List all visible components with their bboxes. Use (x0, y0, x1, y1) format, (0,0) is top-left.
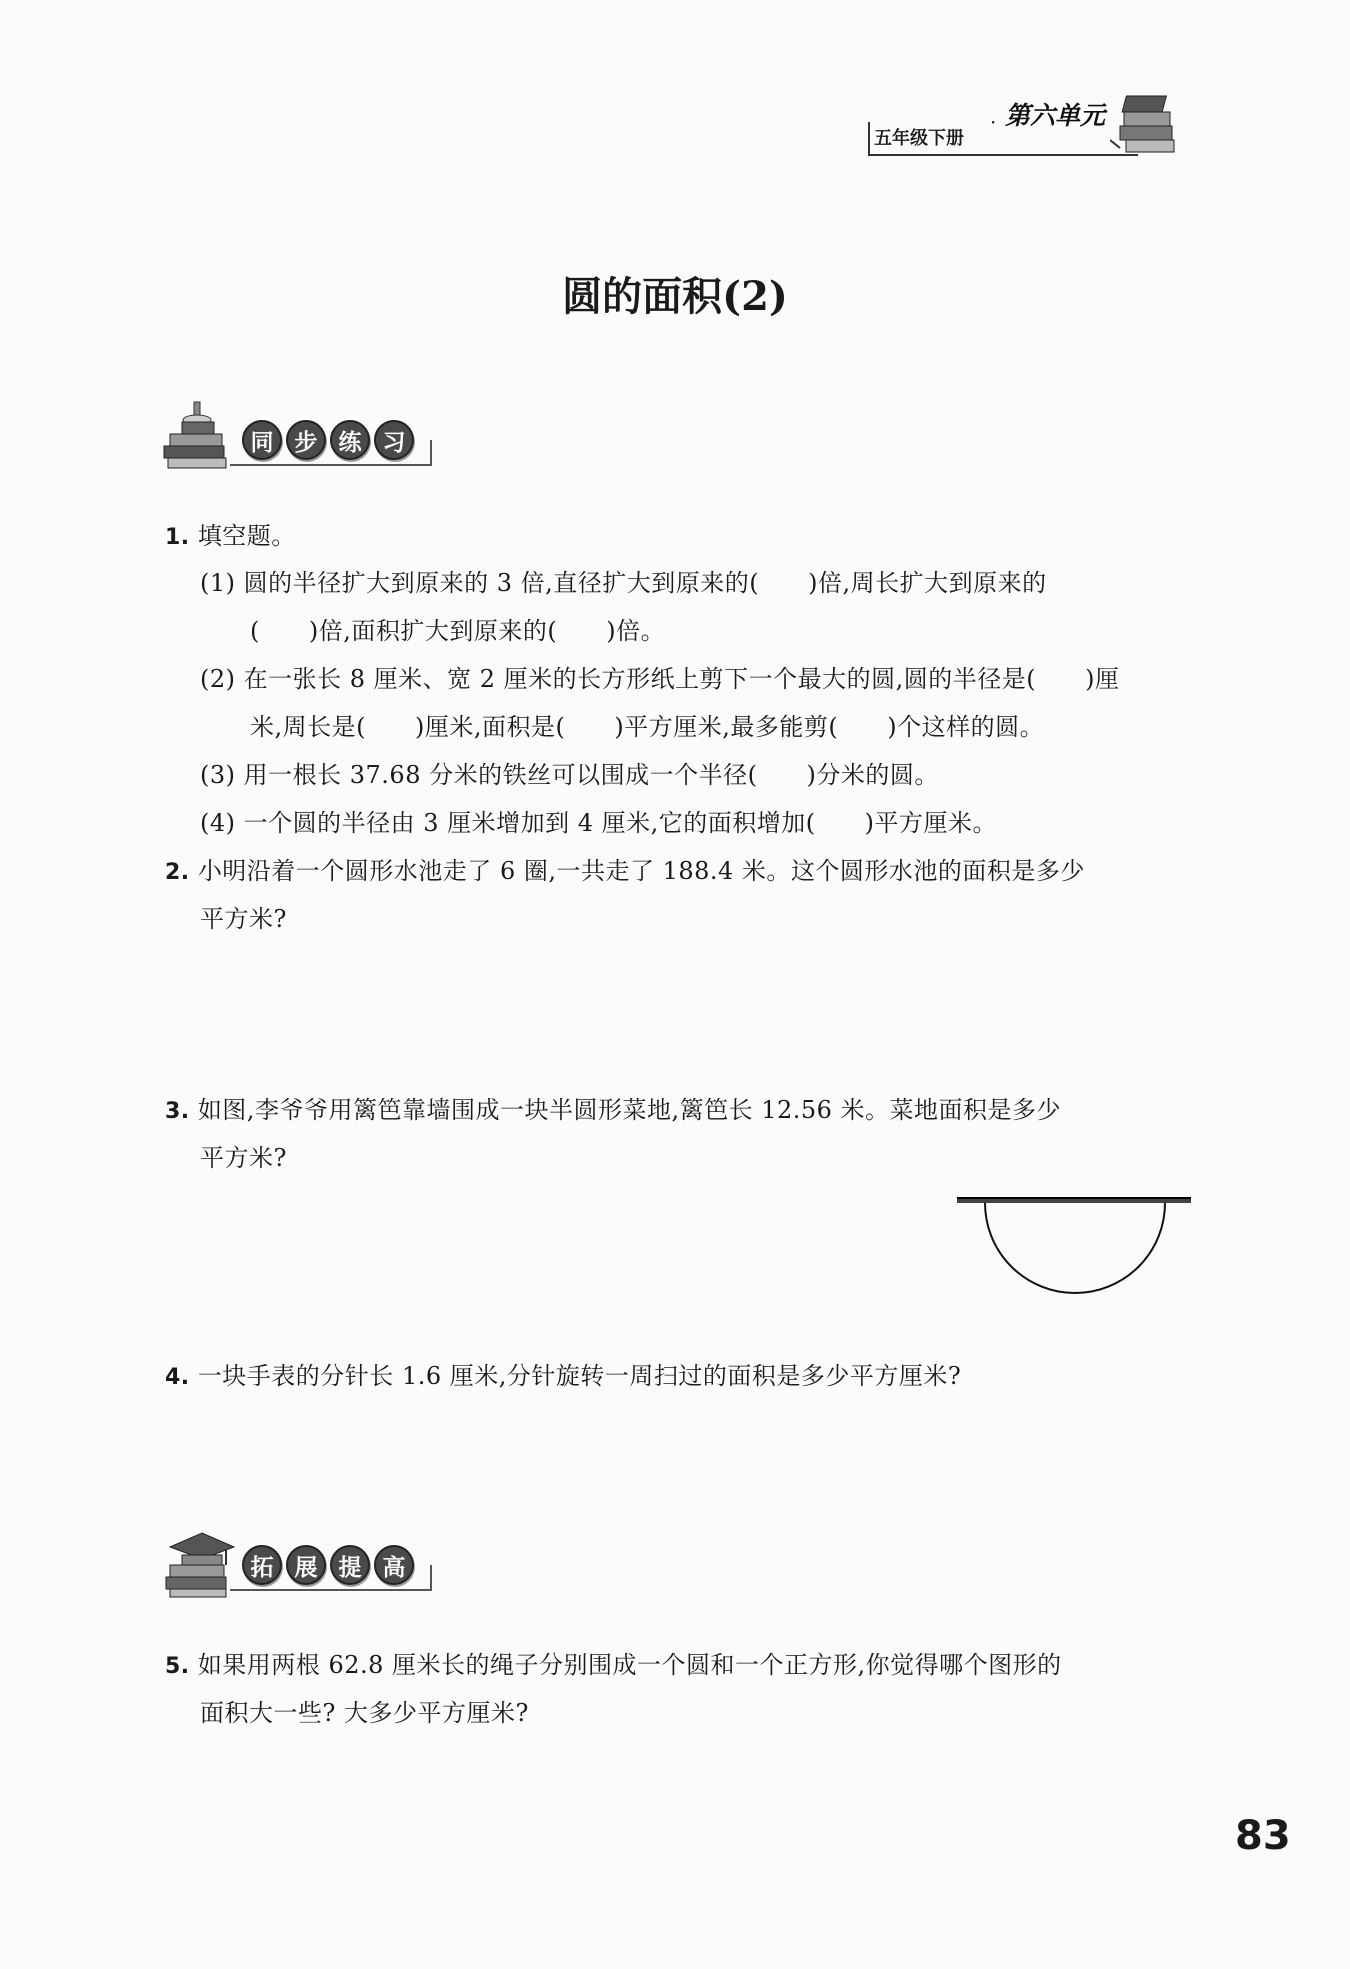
q3-line2: 平方米? (200, 1144, 287, 1172)
q1-sub2-line2: 米,周长是( )厘米,面积是( )平方厘米,最多能剪( )个这样的圆。 (250, 713, 1045, 741)
q1-sub4: (4) 一个圆的半径由 3 厘米增加到 4 厘米,它的面积增加( )平方厘米。 (200, 809, 998, 837)
banner-char: 练 (330, 420, 370, 460)
question-4 (165, 1356, 961, 1391)
semicircle-garden-figure (955, 1195, 1195, 1300)
grade-label: 五年级下册 (874, 128, 964, 149)
page-title: 圆的面积(2) (562, 273, 788, 320)
banner-underline (230, 464, 430, 466)
q3-line1: 如图,李爷爷用篱笆靠墙围成一块半圆形菜地,篱笆长 12.56 米。菜地面积是多少 (197, 1096, 1062, 1124)
banner-char: 步 (286, 420, 326, 460)
question-number: 2. (165, 860, 190, 885)
question-2 (165, 851, 1085, 886)
q5-line2: 面积大一些? 大多少平方厘米? (200, 1699, 529, 1727)
banner-char: 高 (374, 1545, 414, 1585)
q1-sub1-line1: (1) 圆的半径扩大到原来的 3 倍,直径扩大到原来的( )倍,周长扩大到原来的 (200, 569, 1047, 597)
question-5 (165, 1645, 1062, 1680)
header-divider (868, 122, 870, 154)
banner-underline (230, 1589, 430, 1591)
q2-line2: 平方米? (200, 905, 287, 933)
question-number: 3. (165, 1099, 190, 1124)
banner-end-mark (430, 440, 432, 466)
q1-sub2-line1: (2) 在一张长 8 厘米、宽 2 厘米的长方形纸上剪下一个最大的圆,圆的半径是( )厘 (200, 665, 1120, 693)
unit-label: 第六单元 (1005, 101, 1106, 130)
banner-char: 同 (242, 420, 282, 460)
q4-line1: 一块手表的分针长 1.6 厘米,分针旋转一周扫过的面积是多少平方厘米? (197, 1362, 962, 1390)
banner-end-mark (430, 1565, 432, 1591)
question-number: 1. (165, 525, 190, 550)
q5-line1: 如果用两根 62.8 厘米长的绳子分别围成一个圆和一个正方形,你觉得哪个图形的 (197, 1651, 1062, 1679)
header-underline (868, 154, 1138, 156)
section-banner-practice (160, 400, 460, 480)
page-number: 83 (1235, 1813, 1291, 1859)
section-banner-extension (160, 1525, 460, 1605)
q1-sub1-line2: ( )倍,面积扩大到原来的( )倍。 (250, 617, 666, 645)
question-1 (165, 516, 296, 551)
q1-sub3: (3) 用一根长 37.68 分米的铁丝可以围成一个半径( )分米的圆。 (200, 761, 939, 789)
banner-char: 拓 (242, 1545, 282, 1585)
cake-books-icon (160, 400, 240, 475)
banner-char: 展 (286, 1545, 326, 1585)
header-dot: · (990, 110, 997, 134)
q2-line1: 小明沿着一个圆形水池走了 6 圈,一共走了 188.4 米。这个圆形水池的面积是多少 (197, 857, 1085, 885)
question-stem: 填空题。 (197, 522, 296, 550)
fence-arc (985, 1203, 1165, 1293)
book-stack-icon (1110, 90, 1190, 160)
banner-char: 提 (330, 1545, 370, 1585)
question-number: 5. (165, 1654, 190, 1679)
unit-header (860, 90, 1200, 170)
question-3 (165, 1090, 1061, 1125)
question-number: 4. (165, 1365, 190, 1390)
graduation-cap-books-icon (160, 1525, 240, 1600)
banner-char: 习 (374, 420, 414, 460)
